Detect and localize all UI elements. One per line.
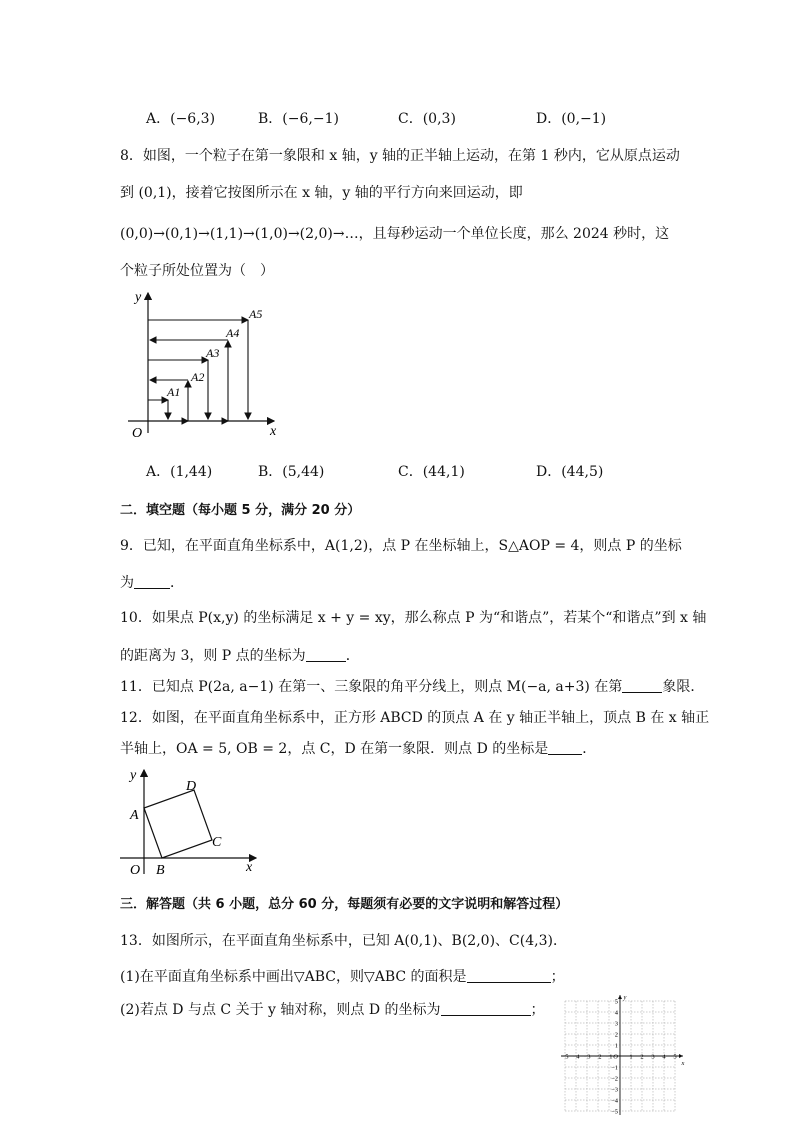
q11-suffix: 象限． xyxy=(662,679,705,695)
q13-sub1-answer-blank[interactable] xyxy=(467,968,551,983)
q10-line2-prefix: 的距离为 3，则 P 点的坐标为 xyxy=(120,648,306,664)
q9-line2-prefix: 为 xyxy=(120,575,134,591)
q7-option-b: B．(−6,−1) xyxy=(258,111,339,127)
grid-x-tick-label: 2 xyxy=(640,1053,644,1061)
q7-option-a: A．(−6,3) xyxy=(146,111,216,127)
q8-line3: (0,0)→(0,1)→(1,1)→(1,0)→(2,0)→…，且每秒运动一个单位长度，那么 2024 秒时，这 xyxy=(120,226,670,242)
q11-prefix: 11．已知点 P(2a, a−1) 在第一、三象限的角平分线上，则点 M(−a, a+3) 在第 xyxy=(120,679,623,695)
q12-label-x: x xyxy=(246,860,253,875)
q13-sub2-suffix: ； xyxy=(530,1002,545,1018)
q8-option-d: D．(44,5) xyxy=(536,464,604,480)
grid-y-tick-label: 3 xyxy=(614,1020,618,1028)
grid-x-tick-label: −1 xyxy=(605,1053,613,1061)
grid-x-tick-label: 5 xyxy=(673,1053,677,1061)
grid-y-tick-label: −5 xyxy=(611,1108,618,1116)
q8-option-a: A．(1,44) xyxy=(146,464,213,480)
grid-y-tick-label: 5 xyxy=(614,998,618,1006)
q8-label-a4: A4 xyxy=(226,326,240,340)
q12-square-figure xyxy=(116,764,264,878)
q13-coordinate-grid[interactable] xyxy=(558,994,694,1120)
grid-x-tick-label: 3 xyxy=(651,1053,655,1061)
q9-answer-blank[interactable] xyxy=(134,574,170,589)
q13-sub2 xyxy=(120,999,545,1019)
q8-label-y: y xyxy=(135,290,142,305)
q12-label-y: y xyxy=(130,768,137,783)
q13-line1: 13．如图所示，在平面直角坐标系中，已知 A(0,1)、B(2,0)、C(4,3)． xyxy=(120,933,567,949)
q8-line4: 个粒子所处位置为（ ） xyxy=(120,263,274,279)
q7-option-d: D．(0,−1) xyxy=(536,111,607,127)
q12-label-d: D xyxy=(186,779,197,794)
q12-square-abcd xyxy=(144,790,212,858)
q12-line2-prefix: 半轴上，OA = 5, OB = 2，点 C，D 在第一象限．则点 D 的坐标是 xyxy=(120,741,549,757)
grid-y-tick-label: −3 xyxy=(611,1086,618,1094)
section3-title: 三．解答题（共 6 小题，总分 60 分，每题须有必要的文字说明和解答过程） xyxy=(120,897,569,912)
q12-label-o: O xyxy=(130,863,141,878)
grid-y-tick-label: −2 xyxy=(611,1075,618,1083)
grid-y-tick-label: 4 xyxy=(614,1009,618,1017)
q8-label-o: O xyxy=(132,426,143,440)
q9-line2-suffix: ． xyxy=(170,575,184,591)
q11-line xyxy=(120,676,704,696)
q12-line2 xyxy=(120,738,596,758)
q13-sub2-answer-blank[interactable] xyxy=(441,1001,531,1016)
q12-line1: 12．如图，在平面直角坐标系中，正方形 ABCD 的顶点 A 在 y 轴正半轴上，顶点 B 在 x 轴正 xyxy=(120,710,710,726)
q13-sub2-prefix: (2)若点 D 与点 C 关于 y 轴对称，则点 D 的坐标为 xyxy=(120,1002,441,1018)
q8-option-b: B．(5,44) xyxy=(258,464,325,480)
grid-x-axis-label: x xyxy=(681,1060,685,1067)
q10-answer-blank[interactable] xyxy=(306,647,346,662)
grid-x-tick-label: −4 xyxy=(572,1053,580,1061)
grid-x-arrow-icon xyxy=(679,1054,683,1058)
q8-label-a5: A5 xyxy=(249,307,263,321)
q13-sub1-suffix: ； xyxy=(550,969,565,985)
grid-y-tick-label: −1 xyxy=(611,1064,618,1072)
q12-answer-blank[interactable] xyxy=(548,740,582,755)
grid-x-tick-label: −5 xyxy=(561,1053,569,1061)
q11-answer-blank[interactable] xyxy=(622,678,662,693)
grid-y-tick-label: −4 xyxy=(611,1097,618,1105)
grid-y-arrow-icon xyxy=(618,995,622,999)
q8-line1: 8．如图，一个粒子在第一象限和 x 轴，y 轴的正半轴上运动，在第 1 秒内，它从原点运动 xyxy=(120,148,680,164)
grid-x-tick-label: 4 xyxy=(662,1053,666,1061)
q10-line1: 10．如果点 P(x,y) 的坐标满足 x + y = xy，那么称点 P 为“和谐点”，若某个“和谐点”到 x 轴 xyxy=(120,610,707,626)
q12-label-b: B xyxy=(156,863,165,878)
grid-y-axis-label: y xyxy=(623,994,627,1001)
q9-line1: 9．已知，在平面直角坐标系中，A(1,2)，点 P 在坐标轴上，S△AOP = 4，则点 P 的坐标 xyxy=(120,538,682,554)
q8-line2: 到 (0,1)，接着它按图所示在 x 轴，y 轴的平行方向来回运动，即 xyxy=(120,185,523,201)
grid-origin-label: O xyxy=(613,1053,618,1061)
q8-label-a2: A2 xyxy=(191,370,205,384)
q9-line2 xyxy=(120,572,184,592)
q12-label-c: C xyxy=(212,835,222,850)
q8-option-c: C．(44,1) xyxy=(398,464,465,480)
q12-line2-suffix: ． xyxy=(582,741,597,757)
q8-label-a3: A3 xyxy=(206,346,220,360)
q8-label-a1: A1 xyxy=(167,385,181,399)
q8-label-x: x xyxy=(270,424,277,439)
q12-label-a: A xyxy=(130,808,139,823)
grid-y-tick-label: 1 xyxy=(614,1042,618,1050)
q13-sub1-prefix: (1)在平面直角坐标系中画出▽ABC，则▽ABC 的面积是 xyxy=(120,969,467,985)
section2-title: 二．填空题（每小题 5 分，满分 20 分） xyxy=(120,503,361,518)
q8-particle-figure xyxy=(118,285,288,440)
grid-x-tick-label: −3 xyxy=(583,1053,591,1061)
grid-x-tick-label: 1 xyxy=(629,1053,633,1061)
q10-line2-suffix: ． xyxy=(345,648,360,664)
q7-option-c: C．(0,3) xyxy=(398,111,456,127)
grid-x-tick-label: −2 xyxy=(594,1053,602,1061)
q10-line2 xyxy=(120,645,360,665)
q13-sub1 xyxy=(120,966,565,986)
grid-y-tick-label: 2 xyxy=(614,1031,618,1039)
